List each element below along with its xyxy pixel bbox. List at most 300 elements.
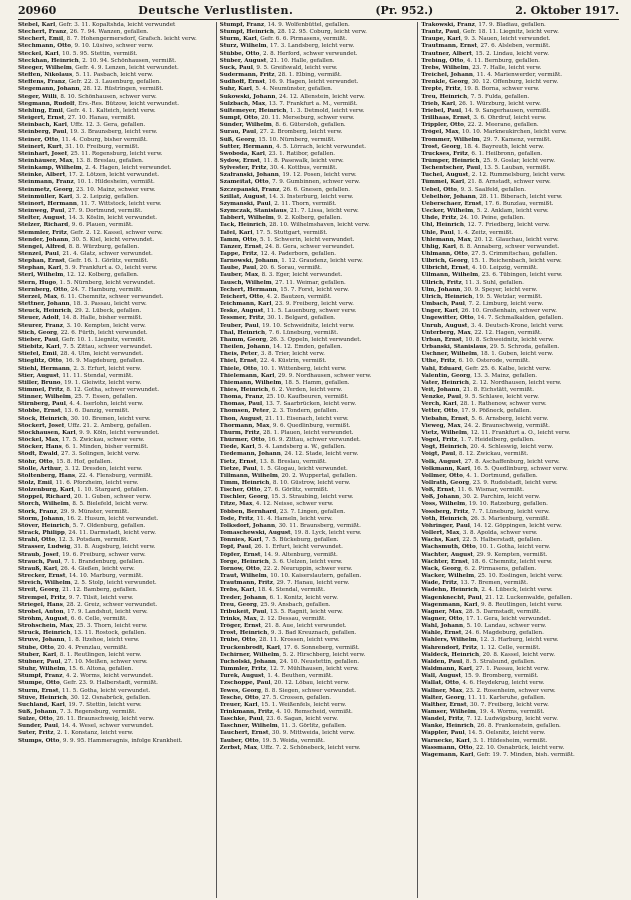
casualty-entry [220, 659, 415, 666]
casualty-entry [421, 752, 616, 759]
casualty-entry [220, 430, 415, 437]
casualty-entry [220, 272, 415, 279]
entry-name: Treder, Johann [219, 594, 267, 601]
entry-name: Swoboda, Karl [219, 150, 265, 157]
entry-name: Tischler, Georg [219, 494, 268, 501]
casualty-entry [18, 301, 213, 308]
entry-name: Thurm, Fritz [219, 429, 260, 436]
entry-details: , 2. 1. Konstanz, leicht verw. [53, 730, 134, 737]
entry-name: Trautmann, Ernst [421, 43, 477, 50]
entry-details: , Gefr. 18. 11. Liegnitz, leicht verw. [459, 29, 559, 36]
entry-name: Wappler, Paul [421, 730, 465, 737]
casualty-entry [220, 623, 415, 630]
entry-details: , 19. 4. Worms, vermißt. [475, 709, 545, 715]
entry-details: , 7. 2. Limburg, leicht verw. [464, 301, 544, 308]
casualty-entry [421, 86, 616, 93]
entry-name: Stephan, Karl [18, 265, 62, 272]
entry-name: Stettner, Johann [18, 301, 70, 308]
casualty-entry [18, 408, 213, 415]
entry-name: Stüber, August [219, 57, 267, 64]
entry-details: , 23. 7. Halle, leicht verw. [468, 64, 542, 71]
entry-name: Streich, Wilhelm [18, 580, 71, 587]
entry-details: , 28. 11. Biberach, leicht verw. [475, 193, 563, 200]
casualty-entry [421, 272, 616, 279]
entry-details: , 16. 9. Hagen, leicht verwundet. [265, 79, 359, 86]
entry-name: Sutter, Hermann [219, 143, 273, 150]
casualty-entry [18, 244, 213, 251]
casualty-entry [220, 165, 415, 172]
entry-name: Treu, Heinrich [421, 93, 468, 100]
entry-details: , Uffz. 12. 3. Gera, gefallen. [66, 122, 146, 129]
casualty-entry [421, 509, 616, 516]
casualty-entry [421, 358, 616, 365]
casualty-entry [421, 373, 616, 380]
page-header [18, 4, 619, 20]
entry-details: , Uffz. 7. 2. Schönebeck, leicht verw. [256, 744, 361, 751]
casualty-entry [421, 544, 616, 551]
entry-details: , 9. 2. Kolberg, gefallen. [273, 215, 343, 222]
entry-details: , 12. 12. Kolberg, gefallen. [63, 272, 139, 279]
entry-details: , 21. 8. Eichstätt, vermißt. [459, 386, 535, 393]
casualty-entry [421, 315, 616, 322]
casualty-entry [18, 552, 213, 559]
casualty-entry [18, 595, 213, 602]
casualty-entry [220, 544, 415, 551]
casualty-entry [18, 738, 213, 745]
entry-name: Stirnberg, Paul [18, 401, 66, 408]
casualty-entry [421, 36, 616, 43]
casualty-entry [220, 172, 415, 179]
entry-details: , 7. 9. Gumbinnen, schwer verw. [268, 179, 360, 186]
entry-details: , 27. 8. Aschaffenburg, leicht verw. [460, 458, 560, 465]
casualty-entry [421, 523, 616, 530]
casualty-entry [421, 695, 616, 702]
casualty-entry [18, 673, 213, 680]
entry-details: , 13. 7. Saarbrücken, leicht verw. [262, 401, 357, 408]
casualty-entry [18, 230, 213, 237]
entry-details: , 21. 12. Luckenwalde, gefallen. [481, 594, 573, 601]
entry-details: , 3. 8. Apolda, schwer verw. [459, 530, 538, 537]
casualty-entry [421, 72, 616, 79]
entry-details: , 1. 12. Celle, vermißt. [476, 644, 541, 651]
casualty-entry [421, 244, 616, 251]
entry-name: Striegel, Hans [18, 601, 63, 608]
entry-name: Stechert, Emil [18, 36, 64, 43]
entry-name: Stolz, Emil [18, 480, 52, 486]
entry-name: Volk, August [421, 458, 461, 465]
entry-details: , 15. 3. Straubing, leicht verw. [267, 494, 354, 501]
entry-details: , 24. 10. Peine, gefallen. [456, 215, 525, 222]
entry-details: , 11. 4. Hameln, leicht verw. [253, 515, 333, 522]
casualty-entry [421, 22, 616, 29]
entry-details: , 9. 6. Quedlinburg, vermißt. [269, 422, 351, 429]
entry-details: , 13. 6. Danzig, vermißt. [60, 408, 130, 415]
entry-details: , 19. 1. Gleiwitz, leicht verw. [60, 379, 142, 386]
entry-name: Stockhausen, Karl [18, 429, 76, 436]
entry-name: Uhde, Fritz [421, 215, 457, 222]
entry-details: , 2. 5. Stolp, leicht verwundet. [70, 580, 157, 587]
entry-details: , 28. 2. Greiz, schwer verwundet. [62, 601, 158, 608]
entry-details: , 14. 7. Schmalkalden, gefallen. [473, 315, 564, 322]
casualty-entry [220, 709, 415, 716]
entry-details: , 18. 3. Passau, leicht verw. [69, 301, 147, 308]
casualty-entry [421, 394, 616, 401]
entry-name: Sülze, Otto [18, 716, 53, 723]
entry-details: , 27. 5. Crimmitschau, gefallen. [467, 251, 558, 257]
casualty-entry [220, 501, 415, 508]
entry-name: Ulbricht, Ernst [421, 265, 469, 272]
entry-name: Steeger, Wilhelm [18, 64, 72, 71]
entry-name: Stöckel, Max [18, 437, 59, 444]
entry-details: , 14. 3. Köslin, leicht verwundet. [65, 215, 158, 222]
entry-name: Wahl, Johann [421, 623, 464, 630]
casualty-entry [18, 330, 213, 337]
entry-details: , 14. 10. Marburg, vermißt. [65, 573, 144, 580]
entry-name: Töpfer, Ernst [219, 551, 261, 558]
casualty-entry [220, 194, 415, 201]
casualty-entry [18, 530, 213, 537]
entry-name: Steuck, Heinrich [18, 308, 72, 315]
entry-name: Tauber, Otto [219, 737, 259, 744]
entry-details: , 2. 12. Nordhausen, leicht verw. [468, 379, 562, 386]
casualty-entry [421, 723, 616, 730]
entry-details: , 6. 1. Konitz, leicht verw. [266, 594, 339, 601]
casualty-entry [18, 716, 213, 723]
entry-name: Tessmer, Fritz [219, 315, 264, 322]
casualty-entry [18, 430, 213, 437]
entry-details: , 13. 5. Ragnit, leicht verw. [266, 608, 343, 615]
entry-details: , 7. 3. Regensburg, vermißt. [56, 709, 137, 715]
casualty-entry [220, 530, 415, 537]
entry-details: , 20. 2. Wuppertal, gefallen. [277, 472, 358, 479]
entry-details: , 1. 8. Itzehoe, leicht verw. [64, 637, 140, 644]
entry-name: Verch, Karl [421, 401, 457, 408]
casualty-entry [220, 637, 415, 644]
entry-details: , 16. 9. Zittau, schwer verwundet. [264, 437, 361, 444]
casualty-entry [421, 530, 616, 537]
entry-details: , 8. 8. Annaberg, schwer verwundet. [455, 243, 560, 250]
casualty-entry [220, 86, 415, 93]
entry-details: , 22. 6. Fürth, leicht verwundet. [57, 329, 148, 336]
entry-details: , 14. 9. Sangerhausen, vermißt. [461, 107, 551, 114]
entry-details: , 2. 8. Herford, schwer verwundet. [259, 50, 358, 57]
entry-details: , 5. 2. Anklam, leicht verw. [473, 208, 549, 215]
entry-details: , 27. 3. Solingen, leicht verw. [57, 451, 140, 458]
casualty-entry [18, 51, 213, 58]
entry-details: , 27. 9. Dortmund, vermißt. [64, 208, 143, 215]
entry-details: , 9. 9. 95. Hammeragnis, infolge Krankheit. [59, 737, 183, 744]
entry-details: , 6. 2. Pirmasens, gefallen. [460, 565, 537, 572]
entry-details: , 25. 9. Goslar, leicht verw. [479, 157, 556, 164]
casualty-entry [421, 730, 616, 737]
entry-name: Theilen, Johann [219, 344, 270, 351]
entry-name: Tamm, Otto [219, 236, 257, 243]
entry-details: , 23. 6. Tübingen, leicht verw. [478, 272, 563, 279]
entry-name: Stender, Johann [18, 236, 69, 243]
entry-details: , 14. 8. Halle, bisher vermißt. [58, 315, 143, 322]
entry-name: Treichel, Johann [421, 72, 473, 79]
entry-details: , Gefr. 10. 1. Liegnitz, vermißt. [58, 336, 146, 343]
entry-name: Trebs, Karl [219, 587, 255, 594]
entry-name: Stoppel, Richard [18, 494, 71, 501]
entry-details: , 28. 12. Rüstringen, vermißt. [79, 86, 164, 93]
entry-name: Voß, Johann [421, 494, 460, 501]
entry-details: , 9. 7. Tilsit, leicht verw. [65, 594, 134, 601]
casualty-entry [421, 230, 616, 237]
casualty-entry [18, 702, 213, 709]
entry-name: Strempel, Fritz [18, 594, 66, 601]
casualty-entry [220, 158, 415, 165]
issue-date: 2. Oktober 1917. [515, 4, 619, 17]
casualty-entry [18, 723, 213, 730]
entry-name: Stemmler, Fritz [18, 229, 67, 236]
casualty-entry [220, 201, 415, 208]
entry-name: Stumpf, Franz [219, 22, 265, 28]
issue-number: (Pr. 952.) [375, 4, 434, 17]
entry-details: , 26. 10. Großenhain, schwer verw. [457, 308, 557, 315]
entry-name: Stolle, Arthur [18, 465, 62, 472]
entry-name: Vollrath, Georg [421, 480, 470, 486]
entry-name: Teske, August [219, 308, 264, 315]
casualty-entry [18, 351, 213, 358]
entry-name: Süß, Georg [219, 136, 255, 143]
entry-name: Steinhäuser, Max [18, 157, 73, 164]
entry-details: , 2. 10. 94. Schönhausen, vermißt. [78, 57, 177, 64]
entry-details: , 5. 1. Schwerin, leicht verwundet. [256, 236, 355, 243]
casualty-entry [421, 265, 616, 272]
entry-details: , 25. 9. Ansbach, gefallen. [256, 601, 331, 608]
entry-details: , 8. 5. Stralsund, gefallen. [462, 658, 536, 665]
entry-name: Sudhoff, Ernst [219, 79, 265, 86]
entry-name: Steinke, Albert [18, 172, 66, 179]
casualty-entry [18, 516, 213, 523]
casualty-entry [220, 552, 415, 559]
publication-title: Deutsche Verlustlisten. [138, 4, 294, 17]
entry-details: , 7. 7. Lüneburg, leicht verw. [468, 508, 550, 515]
entry-details: , 29. 7. Hanau, leicht verw. [272, 580, 350, 587]
casualty-entry [220, 108, 415, 115]
entry-name: Stumpf, Franz [18, 673, 63, 680]
entry-details: , 25. 3. Thorn, leicht verw. [72, 623, 148, 630]
entry-details: , 26. 11. Braunschweig, leicht verw. [52, 716, 155, 723]
entry-details: , 4. 2. Bautzen, vermißt. [263, 293, 332, 300]
entry-details: , 10. 1. Hildesheim, vermißt. [73, 179, 155, 186]
entry-name: Titze, Max [219, 501, 253, 508]
casualty-entry [421, 451, 616, 458]
casualty-entry [220, 337, 415, 344]
casualty-entry [18, 501, 213, 508]
casualty-entry [220, 151, 415, 158]
entry-name: Vahl, Eduard [421, 365, 462, 372]
entry-details: , 11. 4. Coburg, bisher vermißt. [58, 136, 148, 143]
casualty-entry [18, 559, 213, 566]
casualty-entry [421, 187, 616, 194]
column-1 [18, 22, 216, 898]
casualty-entry [18, 380, 213, 387]
casualty-entry [220, 652, 415, 659]
casualty-entry [220, 244, 415, 251]
entry-name: Trommer, Wilhelm [421, 136, 480, 143]
entry-name: Voß, Ernst [421, 487, 455, 494]
entry-name: Triebel, Paul [421, 107, 462, 114]
entry-details: , 19. 6. Freiburg, schwer verw. [58, 551, 146, 558]
casualty-entry [18, 222, 213, 229]
entry-details: , 21. 8. Aue, leicht verwundet. [261, 623, 347, 630]
entry-details: , 23. 10. Mainz, schwer verw. [72, 186, 156, 193]
entry-details: , Gefr. 23. 9. Halberstadt, vermißt. [59, 680, 158, 687]
entry-details: , 11. 6. Wismar, vermißt. [454, 487, 524, 494]
entry-name: Treuer, Karl [219, 701, 258, 708]
entry-details: , 19. 5. Weida, vermißt. [258, 737, 325, 744]
entry-details: , 21. 8. Arnstadt, schwer verw. [464, 179, 551, 186]
entry-details: , 9. 3. Bad Kreuznach, gefallen. [267, 630, 357, 637]
casualty-entry [18, 251, 213, 258]
casualty-entry [421, 473, 616, 480]
entry-name: Stumps, Otto [18, 737, 60, 744]
entry-details: , 2. 3. Tondern, gefallen. [268, 408, 339, 415]
casualty-entry [18, 473, 213, 480]
casualty-entry [18, 137, 213, 144]
entry-name: Vollert, Max [421, 530, 460, 537]
entry-name: Stiller, Bruno [18, 379, 61, 386]
entry-details: , 1. 7. Heidelberg, gefallen. [457, 437, 535, 444]
casualty-entry [220, 537, 415, 544]
casualty-entry [220, 65, 415, 72]
entry-name: Zerbst, Max [219, 744, 257, 751]
entry-name: Ullmann, Wilhelm [421, 272, 479, 279]
entry-details: , 7. 5. Bückeburg, gefallen. [261, 537, 339, 544]
entry-name: Stockert, Josef [18, 422, 65, 429]
entry-details: , 5. 4. Neumünster, gefallen. [251, 86, 333, 93]
entry-details: , 18. 6. Chemnitz, leicht verw. [467, 558, 553, 565]
entry-details: , 23. 6. Sagan, leicht verw. [262, 716, 339, 723]
casualty-entry [421, 51, 616, 58]
column-3 [417, 22, 619, 898]
casualty-entry [18, 666, 213, 673]
entry-details: , 12. 7. Friedberg, leicht verw. [463, 222, 550, 229]
casualty-entry [18, 609, 213, 616]
casualty-entry [421, 194, 616, 201]
casualty-entry [421, 680, 616, 687]
entry-name: Thomsen, Peter [219, 408, 269, 415]
entry-details: , 17. 1. Gera, leicht verwundet. [462, 615, 551, 622]
casualty-entry [18, 36, 213, 43]
entry-name: Truckses, Fritz [421, 150, 468, 157]
entry-name: Steinert, Kurt [18, 143, 62, 150]
casualty-entry [220, 702, 415, 709]
entry-details: , 20. 12. Löbau, leicht verw. [270, 680, 350, 687]
casualty-entry [220, 516, 415, 523]
casualty-entry [220, 308, 415, 315]
casualty-entry [18, 158, 213, 165]
casualty-entry [18, 337, 213, 344]
entry-name: Trautmann, Fritz [219, 580, 273, 587]
entry-details: , 14. 9. Wolfenbüttel, gefallen. [264, 22, 350, 28]
casualty-entry [220, 301, 415, 308]
entry-details: , 9. 6. Plauen, vermißt. [68, 222, 133, 229]
entry-details: , 9. 8. Reutlingen, leicht verw. [477, 601, 563, 608]
casualty-entry [421, 179, 616, 186]
entry-name: Trost, Heinrich [219, 630, 268, 637]
entry-details: , 22. 2. Neuruppin, schwer verw. [259, 565, 353, 572]
casualty-entry [421, 716, 616, 723]
entry-details: , 18. 1. Guben, leicht verw. [477, 351, 554, 358]
casualty-entry [421, 609, 616, 616]
entry-name: Stimmel, Fritz [18, 386, 63, 393]
entry-details: , 22. 4. Küstrin, vermißt. [256, 358, 327, 365]
entry-name: Trantz, Paul [421, 29, 460, 36]
entry-details: , Gefr. 25. 6. Kalbe, leicht verw. [461, 365, 551, 372]
entry-details: , 28. 12. 95. Coburg, leicht verw. [273, 29, 367, 36]
entry-name: Strohschein, Max [18, 623, 73, 630]
entry-details: , 24. 2. Braunschweig, vermißt. [460, 422, 550, 429]
entry-name: Vogel, Fritz [421, 437, 458, 444]
entry-name: Tietze, Paul [219, 465, 257, 472]
entry-details: , 30. 4. Kottbus, vermißt. [266, 165, 338, 172]
header-rule [18, 19, 619, 20]
entry-name: Wacker, Wilhelm [421, 573, 475, 580]
entry-details: , 1. 5. Glogau, leicht verwundet. [256, 465, 348, 472]
casualty-entry [421, 122, 616, 129]
casualty-entry [18, 115, 213, 122]
casualty-entry [421, 344, 616, 351]
entry-details: , 30. 5. Kiel, leicht verwundet. [68, 236, 155, 243]
casualty-entry [421, 201, 616, 208]
casualty-entry [220, 187, 415, 194]
casualty-entry [421, 738, 616, 745]
casualty-entry [220, 294, 415, 301]
entry-name: Strauß, Karl [18, 565, 57, 572]
casualty-entry [220, 480, 415, 487]
entry-name: Stich, Georg [18, 329, 58, 336]
entry-name: Steckhan, Heinrich [18, 57, 79, 64]
casualty-entry [18, 580, 213, 587]
casualty-entry [18, 444, 213, 451]
casualty-entry [421, 215, 616, 222]
entry-details: , 31. 10. Freiburg, vermißt. [61, 143, 140, 150]
entry-name: Szillat, August [219, 193, 266, 200]
entry-name: Suter, Fritz [18, 730, 54, 737]
entry-name: Wamser, Wilhelm [421, 709, 476, 715]
entry-name: Tornow, Otto [219, 565, 260, 572]
entry-details: , 9. 10. Lüsiwo, schwer verw. [71, 43, 154, 50]
entry-name: Treu, Georg [219, 601, 257, 608]
casualty-entry [220, 459, 415, 466]
casualty-entry [220, 179, 415, 186]
casualty-entry [18, 208, 213, 215]
casualty-entry [18, 144, 213, 151]
entry-details: , 10. 10. Kaiserslautern, gefallen. [266, 573, 362, 580]
entry-details: , 17. 9. Pößneck, gefallen. [457, 408, 532, 415]
entry-details: , 29. 9. Münster, vermißt. [56, 508, 130, 515]
casualty-entry [220, 280, 415, 287]
entry-name: Voigt, Paul [421, 451, 456, 458]
entry-details: , 29. 2. Lübeck, gefallen. [71, 308, 142, 315]
entry-details: , 7. 5. Fulda, gefallen. [467, 93, 530, 100]
entry-name: Stehling, Emil [18, 107, 63, 114]
casualty-entry [220, 222, 415, 229]
entry-details: , 9. 3. Nauen, leicht verwundet. [460, 36, 551, 43]
casualty-entry [421, 645, 616, 652]
entry-name: Strasser, Ludwig [18, 544, 71, 551]
entry-details: , 30. 10. Bremen, leicht verw. [67, 415, 151, 422]
entry-name: Trautner, Albert [421, 50, 472, 57]
casualty-entry [220, 408, 415, 415]
casualty-entry [421, 573, 616, 580]
entry-details: , 2. 4. Lübeck, leicht verw. [477, 587, 553, 594]
entry-name: Uthe, Fritz [421, 358, 456, 365]
entry-name: Thormann, Max [219, 422, 270, 429]
